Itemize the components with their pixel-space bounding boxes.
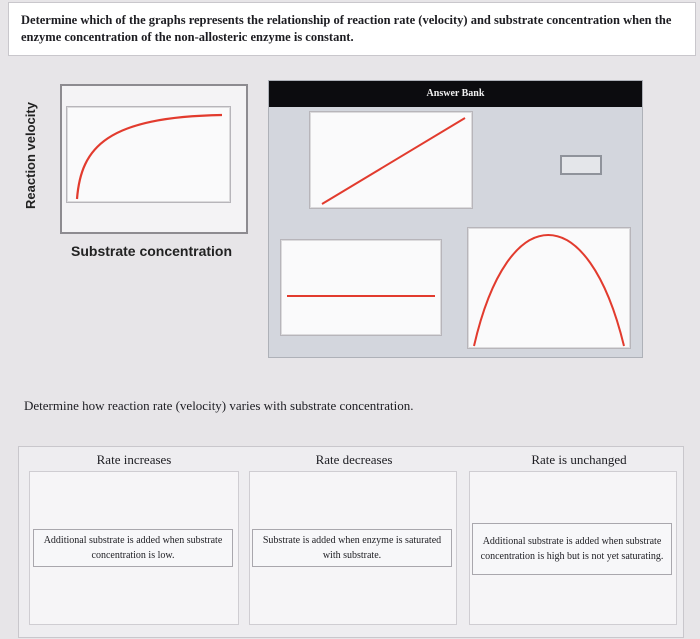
sorting-panel [18, 446, 684, 638]
graph-card-saturation[interactable] [66, 106, 231, 203]
graph-card-linear[interactable] [309, 111, 473, 209]
question-text: Determine which of the graphs represents the relationship of reaction rate (velocity) and substrate concentration when the enzyme concentration of the non-allosteric enzyme is constant. [21, 13, 672, 44]
linear-graph [310, 112, 472, 208]
linear-line [322, 118, 465, 204]
y-axis-label-text: Reaction velocity [22, 101, 38, 209]
flat-line-graph [281, 240, 441, 335]
bell-curve-graph [468, 228, 630, 348]
empty-slot[interactable] [560, 155, 602, 175]
answer-item-saturated[interactable]: Substrate is added when enzyme is saturated with substrate. [252, 529, 452, 567]
column-header-rate-increases: Rate increases [96, 452, 172, 467]
column-header-rate-unchanged: Rate is unchanged [531, 452, 627, 467]
answer-item-high-not-saturating[interactable]: Additional substrate is added when substrate concentration is high but is not yet saturating. [472, 523, 672, 575]
column-header-rate-decreases: Rate decreases [315, 452, 393, 467]
graph-card-bell[interactable] [467, 227, 631, 349]
second-question-text: Determine how reaction rate (velocity) varies with substrate concentration. [24, 398, 414, 413]
answer-bank-title: Answer Bank [269, 81, 642, 107]
graph-card-flat[interactable] [280, 239, 442, 336]
y-axis-label [16, 100, 44, 210]
x-axis-label: Substrate concentration [71, 243, 233, 259]
bell-curve-line [474, 235, 624, 346]
saturation-curve-line [77, 115, 222, 199]
answer-item-low-substrate[interactable]: Additional substrate is added when substrate concentration is low. [33, 529, 233, 567]
saturation-curve-graph [67, 107, 230, 202]
